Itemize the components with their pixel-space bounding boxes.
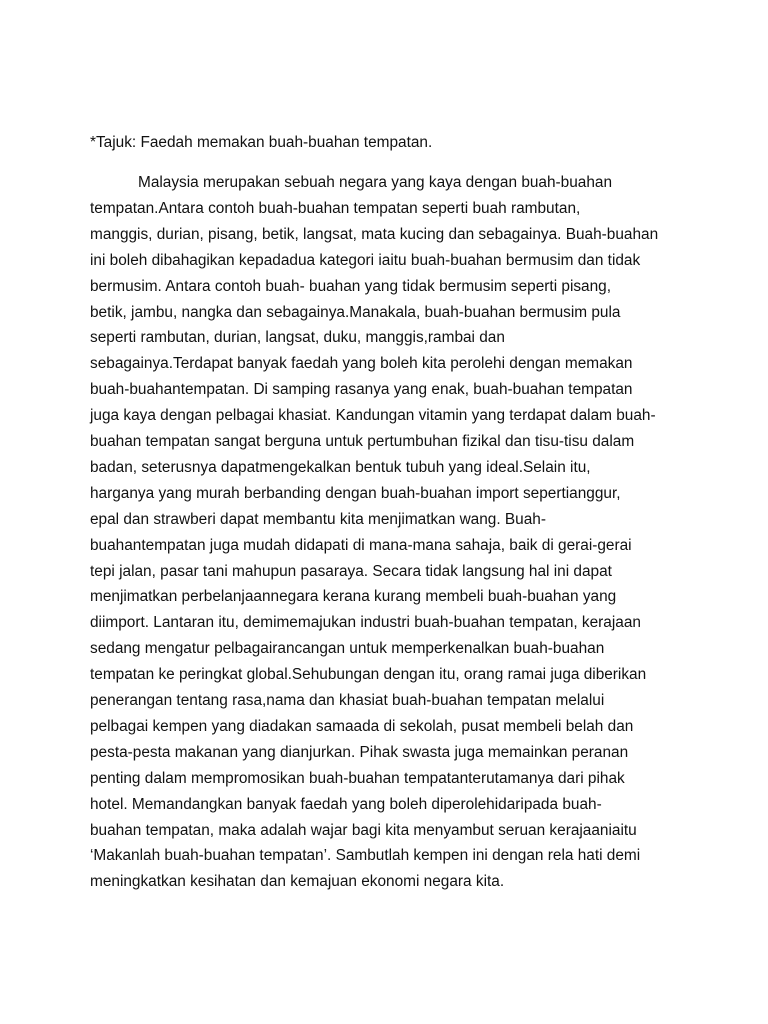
paragraph-line: penerangan tentang rasa,nama dan khasiat buah-buahan tempatan melalui: [90, 692, 605, 709]
paragraph-line: badan, seterusnya dapatmengekalkan bentuk tubuh yang ideal.Selain itu,: [90, 458, 591, 476]
paragraph-line: pelbagai kempen yang diadakan samaada di sekolah, pusat membeli belah dan: [90, 717, 634, 735]
paragraph-line: buahan tempatan sangat berguna untuk pertumbuhan fizikal dan tisu-tisu dalam: [90, 433, 635, 450]
paragraph-line: tempatan.Antara contoh buah-buahan tempatan seperti buah rambutan,: [90, 199, 581, 217]
paragraph-line: penting dalam mempromosikan buah-buahan tempatanterutamanya dari pihak: [90, 769, 625, 787]
paragraph-line: buahan tempatan, maka adalah wajar bagi kita menyambut seruan kerajaaniaitu: [90, 821, 637, 839]
paragraph-line: sebagainya.Terdapat banyak faedah yang boleh kita perolehi dengan memakan: [90, 355, 633, 373]
paragraph-line: hotel. Memandangkan banyak faedah yang boleh diperolehidaripada buah-: [90, 795, 602, 813]
paragraph-line: menjimatkan perbelanjaannegara kerana kurang membeli buah-buahan yang: [90, 588, 617, 606]
paragraph-line: buah-buahantempatan. Di samping rasanya yang enak, buah-buahan tempatan: [90, 381, 633, 399]
paragraph-line: ‘Makanlah buah-buahan tempatan’. Sambutlah kempen ini dengan rela hati demi: [90, 847, 641, 865]
paragraph-line: meningkatkan kesihatan dan kemajuan ekonomi negara kita.: [90, 873, 505, 891]
paragraph-line: diimport. Lantaran itu, demimemajukan industri buah-buahan tempatan, kerajaan: [90, 614, 641, 632]
paragraph-line: pesta-pesta makanan yang dianjurkan. Pihak swasta juga memainkan peranan: [90, 743, 629, 761]
paragraph-line: epal dan strawberi dapat membantu kita menjimatkan wang. Buah-: [90, 510, 546, 528]
paragraph-line: betik, jambu, nangka dan sebagainya.Manakala, buah-buahan bermusim pula: [90, 303, 621, 321]
paragraph-line: buahantempatan juga mudah didapati di mana-mana sahaja, baik di gerai-gerai: [90, 536, 632, 554]
paragraph-line: harganya yang murah berbanding dengan buah-buahan import sepertianggur,: [90, 484, 621, 502]
paragraph-line: sedang mengatur pelbagairancangan untuk memperkenalkan buah-buahan: [90, 640, 605, 658]
paragraph-line: bermusim. Antara contoh buah- buahan yang tidak bermusim seperti pisang,: [90, 277, 612, 295]
paragraph-line: seperti rambutan, durian, langsat, duku, manggis,rambai dan: [90, 329, 505, 347]
paragraph-line: ini boleh dibahagikan kepadadua kategori iaitu buah-buahan bermusim dan tidak: [90, 251, 641, 269]
paragraph-line: juga kaya dengan pelbagai khasiat. Kandungan vitamin yang terdapat dalam buah-: [90, 407, 656, 425]
document-title: *Tajuk: Faedah memakan buah-buahan tempatan.: [90, 134, 433, 151]
paragraph-line: tepi jalan, pasar tani mahupun pasaraya. Secara tidak langsung hal ini dapat: [90, 562, 612, 580]
paragraph-line: manggis, durian, pisang, betik, langsat, mata kucing dan sebagainya. Buah-buahan: [90, 225, 659, 243]
paragraph-line: tempatan ke peringkat global.Sehubungan dengan itu, orang ramai juga diberikan: [90, 666, 647, 684]
paragraph-line: Malaysia merupakan sebuah negara yang kaya dengan buah-buahan: [138, 174, 613, 191]
